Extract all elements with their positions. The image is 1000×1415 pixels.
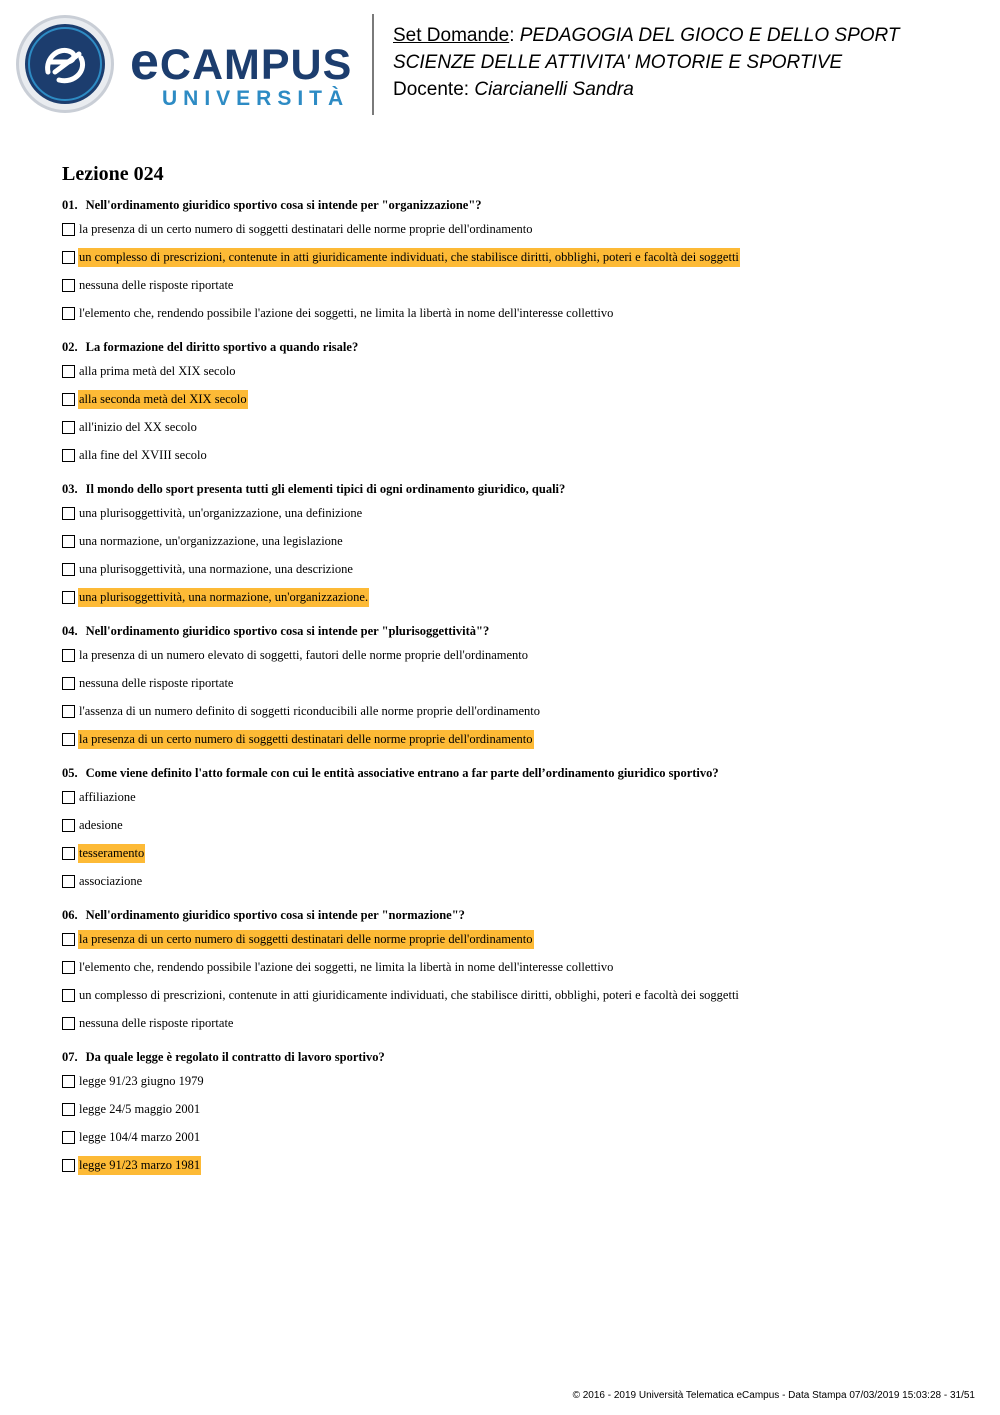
answer-option[interactable] <box>62 816 962 835</box>
docente-label: Docente <box>393 79 464 100</box>
answer-text: l'elemento che, rendendo possibile l'azione dei soggetti, ne limita la libertà in nome dell'interesse collettivo <box>79 306 614 320</box>
answer-option[interactable] <box>62 248 962 267</box>
answer-option[interactable] <box>62 730 962 749</box>
question-number: 07. <box>62 1050 78 1064</box>
question-label: Il mondo dello sport presenta tutti gli elementi tipici di ogni ordinamento giuridico, quali? <box>85 482 566 496</box>
answer-text: l'elemento che, rendendo possibile l'azione dei soggetti, ne limita la libertà in nome dell'interesse collettivo <box>79 960 614 974</box>
answer-option[interactable] <box>62 390 962 409</box>
docente-name: Ciarcianelli Sandra <box>474 79 634 100</box>
set-line: Set Domande: PEDAGOGIA DEL GIOCO E DELLO SPORT <box>393 25 900 46</box>
answer-option[interactable] <box>62 872 962 891</box>
question-number: 05. <box>62 766 78 780</box>
question-block <box>62 338 962 465</box>
question-text <box>62 764 962 782</box>
answer-option[interactable] <box>62 304 962 323</box>
answer-text: una normazione, un'organizzazione, una legislazione <box>79 534 343 548</box>
answer-option[interactable] <box>62 1156 962 1175</box>
question-list <box>62 196 962 1190</box>
answer-option[interactable] <box>62 788 962 807</box>
answer-text-correct: legge 91/23 marzo 1981 <box>78 1156 201 1175</box>
question-block <box>62 764 962 891</box>
answer-checkbox[interactable] <box>62 563 75 576</box>
answer-text-correct: la presenza di un certo numero di soggetti destinatari delle norme proprie dell'ordinamento <box>78 930 534 949</box>
answer-checkbox[interactable] <box>62 933 75 946</box>
answer-checkbox[interactable] <box>62 875 75 888</box>
answer-checkbox[interactable] <box>62 507 75 520</box>
set-label: Set Domande <box>393 25 510 46</box>
answer-option[interactable] <box>62 446 962 465</box>
question-number: 03. <box>62 482 78 496</box>
answer-option[interactable] <box>62 560 962 579</box>
answer-text: una plurisoggettività, una normazione, una descrizione <box>79 562 353 576</box>
answer-text: associazione <box>79 874 143 888</box>
set-line-2 <box>393 49 900 76</box>
answer-checkbox[interactable] <box>62 791 75 804</box>
answer-option[interactable] <box>62 1014 962 1033</box>
answer-text: alla prima metà del XIX secolo <box>79 364 236 378</box>
answer-checkbox[interactable] <box>62 223 75 236</box>
answer-text-correct: tesseramento <box>78 844 145 863</box>
question-label: Nell'ordinamento giuridico sportivo cosa si intende per "organizzazione"? <box>85 198 482 212</box>
answer-checkbox[interactable] <box>62 1131 75 1144</box>
answer-checkbox[interactable] <box>62 393 75 406</box>
answer-option[interactable] <box>62 844 962 863</box>
answer-checkbox[interactable] <box>62 251 75 264</box>
question-block <box>62 906 962 1033</box>
answer-text: la presenza di un certo numero di soggetti destinatari delle norme proprie dell'ordinamento <box>79 222 533 236</box>
answer-option[interactable] <box>62 646 962 665</box>
answer-text: nessuna delle risposte riportate <box>79 1016 234 1030</box>
answer-option[interactable] <box>62 588 962 607</box>
question-text <box>62 906 962 924</box>
answer-text: la presenza di un numero elevato di soggetti, fautori delle norme proprie dell'ordinamento <box>79 648 528 662</box>
answer-checkbox[interactable] <box>62 733 75 746</box>
question-label: Nell'ordinamento giuridico sportivo cosa si intende per "plurisoggettività"? <box>85 624 490 638</box>
answer-option[interactable] <box>62 276 962 295</box>
answer-option[interactable] <box>62 958 962 977</box>
answer-text-correct: una plurisoggettività, una normazione, un'organizzazione. <box>78 588 369 607</box>
ecampus-emblem-icon <box>15 14 115 114</box>
answer-text-correct: la presenza di un certo numero di soggetti destinatari delle norme proprie dell'ordinamento <box>78 730 534 749</box>
docente-line: Docente: Ciarcianelli Sandra <box>393 79 634 100</box>
answer-text: legge 104/4 marzo 2001 <box>79 1130 201 1144</box>
question-block <box>62 196 962 323</box>
logo-e-letter: e <box>130 33 160 91</box>
question-label: Come viene definito l'atto formale con cui le entità associative entrano a far parte dell’ordinamento giuridico sportivo? <box>85 766 719 780</box>
answer-text: adesione <box>79 818 123 832</box>
answer-text: una plurisoggettività, un'organizzazione, una definizione <box>79 506 363 520</box>
question-label: La formazione del diritto sportivo a quando risale? <box>85 340 359 354</box>
question-text <box>62 338 962 356</box>
answer-checkbox[interactable] <box>62 421 75 434</box>
answer-checkbox[interactable] <box>62 1103 75 1116</box>
answer-checkbox[interactable] <box>62 307 75 320</box>
question-number: 01. <box>62 198 78 212</box>
question-number: 02. <box>62 340 78 354</box>
set-title-1: PEDAGOGIA DEL GIOCO E DELLO SPORT <box>519 25 900 46</box>
answer-text-correct: un complesso di prescrizioni, contenute in atti giuridicamente individuati, che stabilisce diritti, obblighi, poteri e facoltà dei soggetti <box>78 248 740 267</box>
question-text <box>62 1048 962 1066</box>
answer-checkbox[interactable] <box>62 449 75 462</box>
question-number: 04. <box>62 624 78 638</box>
answer-text: nessuna delle risposte riportate <box>79 676 234 690</box>
question-block <box>62 1048 962 1175</box>
answer-option[interactable] <box>62 702 962 721</box>
question-block <box>62 480 962 607</box>
answer-checkbox[interactable] <box>62 1017 75 1030</box>
answer-checkbox[interactable] <box>62 279 75 292</box>
question-block <box>62 622 962 749</box>
answer-option[interactable] <box>62 418 962 437</box>
answer-checkbox[interactable] <box>62 365 75 378</box>
answer-option[interactable] <box>62 674 962 693</box>
answer-option[interactable] <box>62 362 962 381</box>
answer-checkbox[interactable] <box>62 1075 75 1088</box>
answer-option[interactable] <box>62 1072 962 1091</box>
logo-subtitle: UNIVERSITÀ <box>162 87 350 110</box>
question-text <box>62 622 962 640</box>
answer-text: affiliazione <box>79 790 136 804</box>
answer-option[interactable] <box>62 930 962 949</box>
answer-text-correct: alla seconda metà del XIX secolo <box>78 390 248 409</box>
answer-text: legge 91/23 giugno 1979 <box>79 1074 204 1088</box>
answer-text: legge 24/5 maggio 2001 <box>79 1102 201 1116</box>
answer-checkbox[interactable] <box>62 961 75 974</box>
answer-option[interactable] <box>62 220 962 239</box>
question-text <box>62 480 962 498</box>
answer-checkbox[interactable] <box>62 1159 75 1172</box>
answer-text: l'assenza di un numero definito di soggetti riconducibili alle norme proprie dell'ordinamento <box>79 704 540 718</box>
page-header <box>0 0 1000 130</box>
answer-option[interactable] <box>62 504 962 523</box>
header-info <box>393 22 900 103</box>
answer-checkbox[interactable] <box>62 705 75 718</box>
ecampus-logo-wordmark <box>130 33 353 91</box>
lesson-title: Lezione 024 <box>62 163 164 185</box>
question-text <box>62 196 962 214</box>
header-divider <box>372 14 374 115</box>
logo-word-text: CAMPUS <box>159 41 353 89</box>
answer-option[interactable] <box>62 986 962 1005</box>
answer-checkbox[interactable] <box>62 649 75 662</box>
answer-text: all'inizio del XX secolo <box>79 420 197 434</box>
answer-checkbox[interactable] <box>62 847 75 860</box>
answer-checkbox[interactable] <box>62 989 75 1002</box>
answer-checkbox[interactable] <box>62 677 75 690</box>
question-number: 06. <box>62 908 78 922</box>
answer-checkbox[interactable] <box>62 535 75 548</box>
answer-text: alla fine del XVIII secolo <box>79 448 207 462</box>
answer-option[interactable] <box>62 1128 962 1147</box>
question-label: Nell'ordinamento giuridico sportivo cosa si intende per "normazione"? <box>85 908 465 922</box>
answer-checkbox[interactable] <box>62 591 75 604</box>
set-title-2: SCIENZE DELLE ATTIVITA' MOTORIE E SPORTIVE <box>393 52 843 73</box>
answer-text: un complesso di prescrizioni, contenute in atti giuridicamente individuati, che stabilisce diritti, obblighi, poteri e facoltà dei soggetti <box>79 988 739 1002</box>
page-footer: © 2016 - 2019 Università Telematica eCampus - Data Stampa 07/03/2019 15:03:28 - 31/51 <box>572 1390 975 1401</box>
answer-option[interactable] <box>62 532 962 551</box>
answer-checkbox[interactable] <box>62 819 75 832</box>
answer-option[interactable] <box>62 1100 962 1119</box>
question-label: Da quale legge è regolato il contratto di lavoro sportivo? <box>85 1050 385 1064</box>
answer-text: nessuna delle risposte riportate <box>79 278 234 292</box>
